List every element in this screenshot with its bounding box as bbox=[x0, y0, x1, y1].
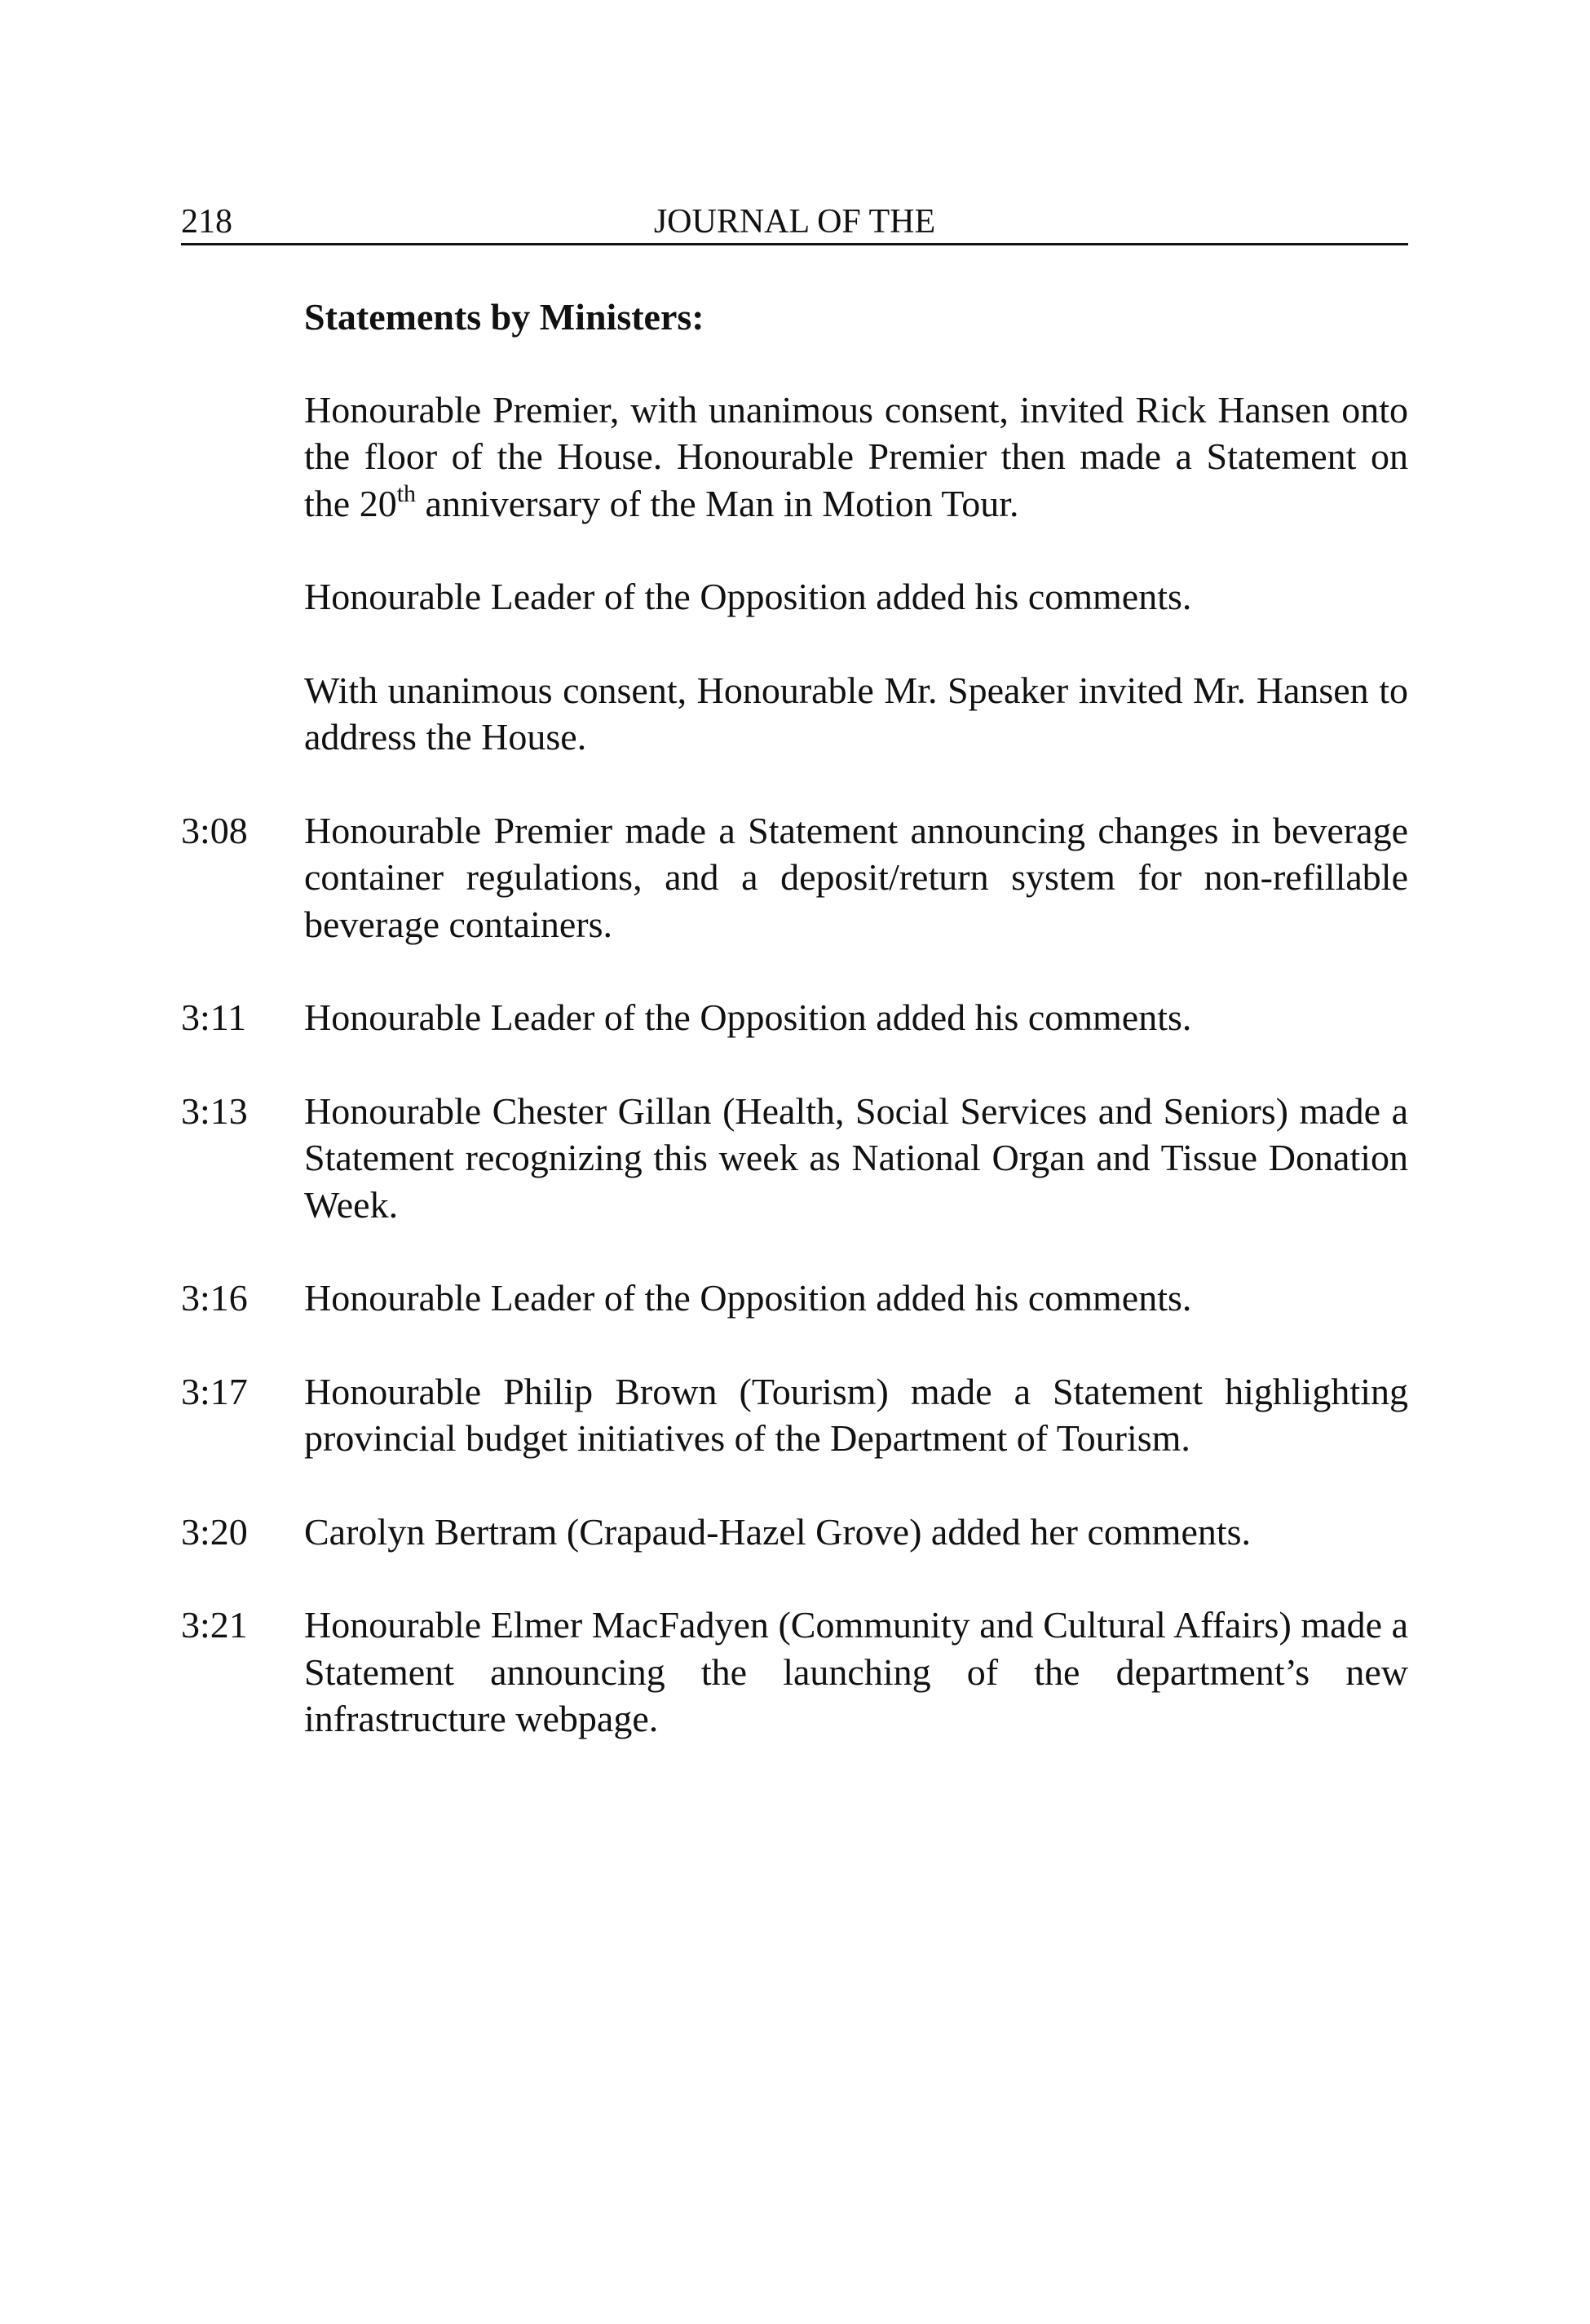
entry-time: 3:17 bbox=[181, 1370, 248, 1412]
journal-content bbox=[181, 294, 1408, 1789]
ordinal-superscript: th bbox=[396, 479, 417, 507]
entry-time bbox=[181, 387, 304, 528]
journal-entry bbox=[181, 1275, 1408, 1322]
journal-entry bbox=[181, 994, 1408, 1041]
entry-time bbox=[181, 667, 304, 761]
entry-text-part: anniversary of the Man in Motion Tour. bbox=[416, 482, 1019, 524]
journal-entry bbox=[181, 1509, 1408, 1556]
entry-time: 3:20 bbox=[181, 1510, 248, 1553]
entry-time bbox=[181, 573, 304, 621]
journal-entry bbox=[181, 1088, 1408, 1229]
page-number: 218 bbox=[181, 203, 232, 241]
entry-text: With unanimous consent, Honourable Mr. Speaker invited Mr. Hansen to address the House. bbox=[304, 669, 1408, 758]
section-heading: Statements by Ministers: bbox=[304, 296, 704, 338]
entry-text: Honourable Chester Gillan (Health, Social Services and Seniors) made a Statement recognizing this week as National Organ and Tissue Donation Week. bbox=[304, 1089, 1408, 1226]
entry-time: 3:16 bbox=[181, 1277, 248, 1319]
entry-text-part: Honourable Premier, with unanimous consent, invited Rick Hansen onto the floor of the House. Honourable Premier then made a Statement on the 20 bbox=[304, 388, 1408, 524]
journal-entry bbox=[181, 387, 1408, 528]
entry-text bbox=[304, 387, 1408, 528]
journal-entry bbox=[181, 807, 1408, 948]
journal-entry bbox=[181, 1368, 1408, 1462]
entry-text: Honourable Leader of the Opposition added his comments. bbox=[304, 1277, 1192, 1319]
entry-text: Honourable Philip Brown (Tourism) made a Statement highlighting provincial budget initiatives of the Department of Tourism. bbox=[304, 1370, 1408, 1459]
page-header bbox=[181, 201, 1408, 245]
entry-time: 3:21 bbox=[181, 1604, 248, 1646]
entry-time: 3:13 bbox=[181, 1089, 248, 1132]
entry-text: Honourable Leader of the Opposition added his comments. bbox=[304, 996, 1192, 1038]
entry-text: Honourable Premier made a Statement announcing changes in beverage container regulations, and a deposit/return system for non-refillable beverage containers. bbox=[304, 809, 1408, 945]
journal-entry bbox=[181, 573, 1408, 621]
entry-text: Honourable Leader of the Opposition added his comments. bbox=[304, 576, 1192, 617]
journal-entry bbox=[181, 667, 1408, 761]
entry-time: 3:08 bbox=[181, 809, 248, 851]
entry-text: Honourable Elmer MacFadyen (Community and Cultural Affairs) made a Statement announcing the launching of the department’s new infrastructure webpage. bbox=[304, 1604, 1408, 1739]
entry-text: Carolyn Bertram (Crapaud-Hazel Grove) added her comments. bbox=[304, 1510, 1252, 1553]
journal-entry bbox=[181, 1602, 1408, 1743]
running-head: JOURNAL OF THE bbox=[653, 203, 936, 241]
entry-time: 3:11 bbox=[181, 996, 247, 1038]
